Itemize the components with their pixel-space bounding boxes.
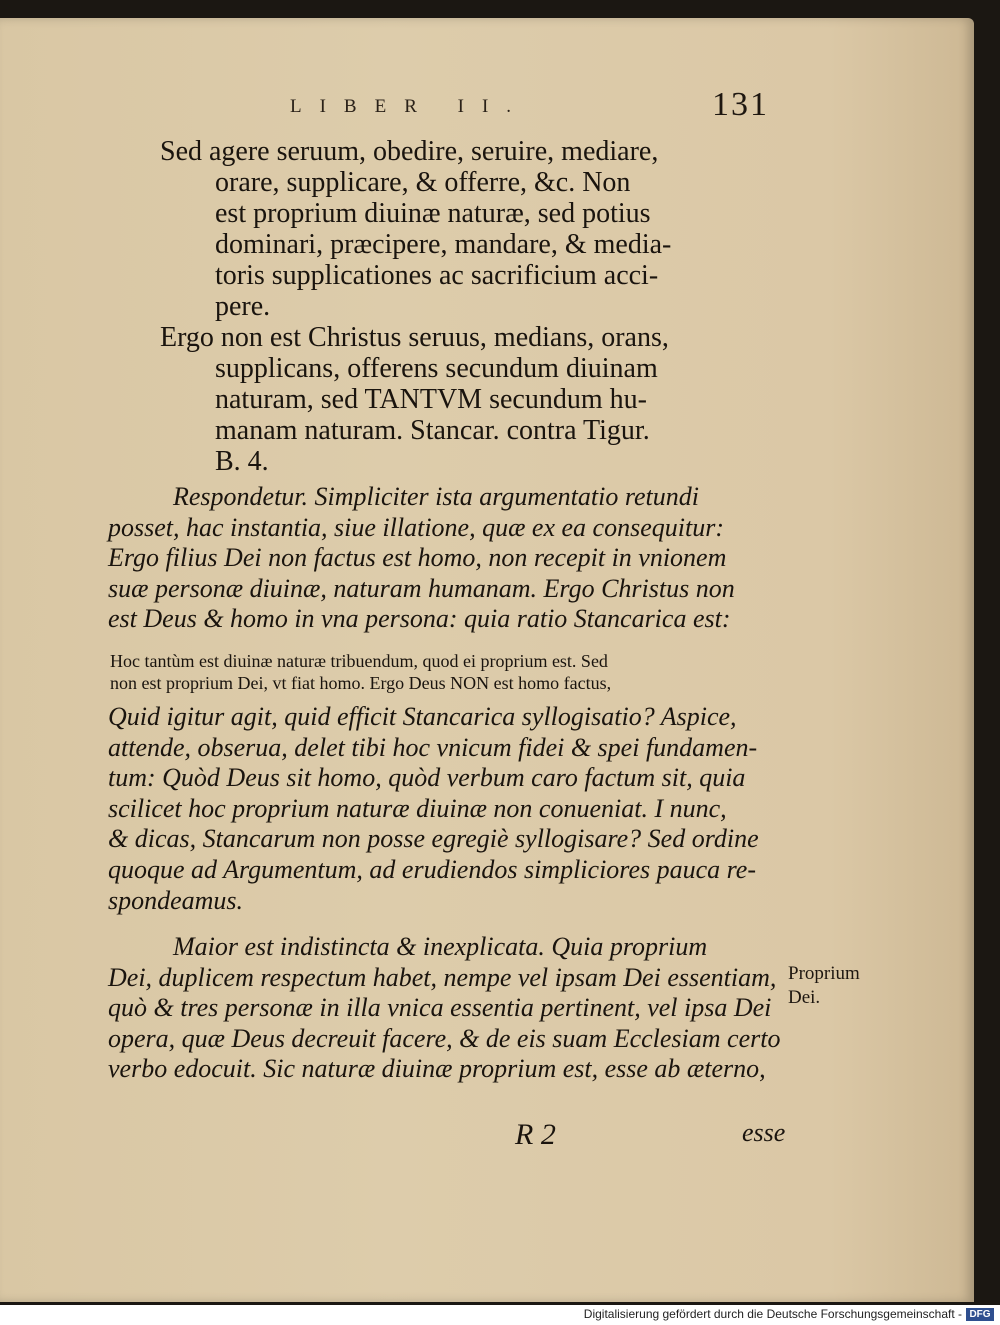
marginal-note <box>788 962 860 1010</box>
catchword: esse <box>742 1118 786 1147</box>
text-line: Ergo non est Christus seruus, medians, orans, <box>160 322 669 353</box>
text-line: attende, obserua, delet tibi hoc vnicum fidei & spei fundamen- <box>108 732 758 762</box>
text-line: Quid igitur agit, quid efficit Stancarica syllogisatio? Aspice, <box>108 702 737 731</box>
text-line: manam naturam. Stancar. contra Tigur. <box>215 415 650 446</box>
text-line: est proprium diuinæ naturæ, sed potius <box>215 198 651 229</box>
signature-mark: R 2 <box>515 1118 556 1151</box>
funding-credit: Digitalisierung gefördert durch die Deutsche Forschungsgemeinschaft - <box>583 1307 962 1321</box>
text-line: non est proprium Dei, vt fiat homo. Ergo Deus NON est homo factus, <box>110 673 612 693</box>
text-line: supplicans, offerens secundum diuinam <box>215 353 658 384</box>
text-line: Ergo filius Dei non factus est homo, non recepit in vnionem <box>108 543 727 573</box>
argument-major <box>160 136 671 322</box>
argument-conclusion <box>160 322 669 477</box>
syllogism-quote <box>110 650 611 694</box>
text-line: scilicet hoc proprium naturæ diuinæ non conueniat. I nunc, <box>108 793 727 823</box>
text-line: dominari, præcipere, mandare, & media- <box>215 229 672 260</box>
book-page <box>0 18 974 1302</box>
text-line: quò & tres personæ in illa vnica essentia pertinent, vel ipsa Dei <box>108 993 772 1023</box>
text-line: posset, hac instantia, siue illatione, quæ ex ea consequitur: <box>108 512 724 542</box>
maior-paragraph <box>108 932 780 1085</box>
text-line: Hoc tantùm est diuinæ naturæ tribuendum, quod ei proprium est. Sed <box>110 651 608 671</box>
margin-line: Dei. <box>788 987 821 1008</box>
text-line: quoque ad Argumentum, ad erudiendos simpliciores pauca re- <box>108 854 756 884</box>
digitization-footer <box>0 1305 1000 1325</box>
text-line: orare, supplicare, & offerre, &c. Non <box>215 167 631 198</box>
text-line: est Deus & homo in vna persona: quia ratio Stancarica est: <box>108 604 731 634</box>
response-continuation <box>108 702 759 916</box>
page-number: 131 <box>712 86 769 123</box>
text-line: suæ personæ diuinæ, naturam humanam. Ergo Christus non <box>108 573 735 603</box>
text-line: & dicas, Stancarum non posse egregiè syllogisare? Sed ordine <box>108 824 759 854</box>
text-line: opera, quæ Deus decreuit facere, & de eis suam Ecclesiam certo <box>108 1023 781 1053</box>
dfg-logo: DFG <box>966 1308 994 1321</box>
text-line: tum: Quòd Deus sit homo, quòd verbum caro factum sit, quia <box>108 763 746 793</box>
response-paragraph <box>108 482 735 635</box>
text-line: spondeamus. <box>108 885 244 915</box>
text-line: Respondetur. Simpliciter ista argumentatio retundi <box>173 482 699 511</box>
text-line: pere. <box>215 291 271 322</box>
text-line: Sed agere seruum, obedire, seruire, mediare, <box>160 136 659 167</box>
running-head: LIBER II. <box>290 96 530 117</box>
text-line: Maior est indistincta & inexplicata. Quia proprium <box>173 932 708 961</box>
text-line: B. 4. <box>215 446 269 477</box>
text-line: naturam, sed TANTVM secundum hu- <box>215 384 647 415</box>
text-line: toris supplicationes ac sacrificium acci- <box>215 260 659 291</box>
text-line: verbo edocuit. Sic naturæ diuinæ proprium est, esse ab æterno, <box>108 1054 766 1084</box>
text-line: Dei, duplicem respectum habet, nempe vel ipsam Dei essentiam, <box>108 962 777 992</box>
margin-line: Proprium <box>788 963 860 984</box>
